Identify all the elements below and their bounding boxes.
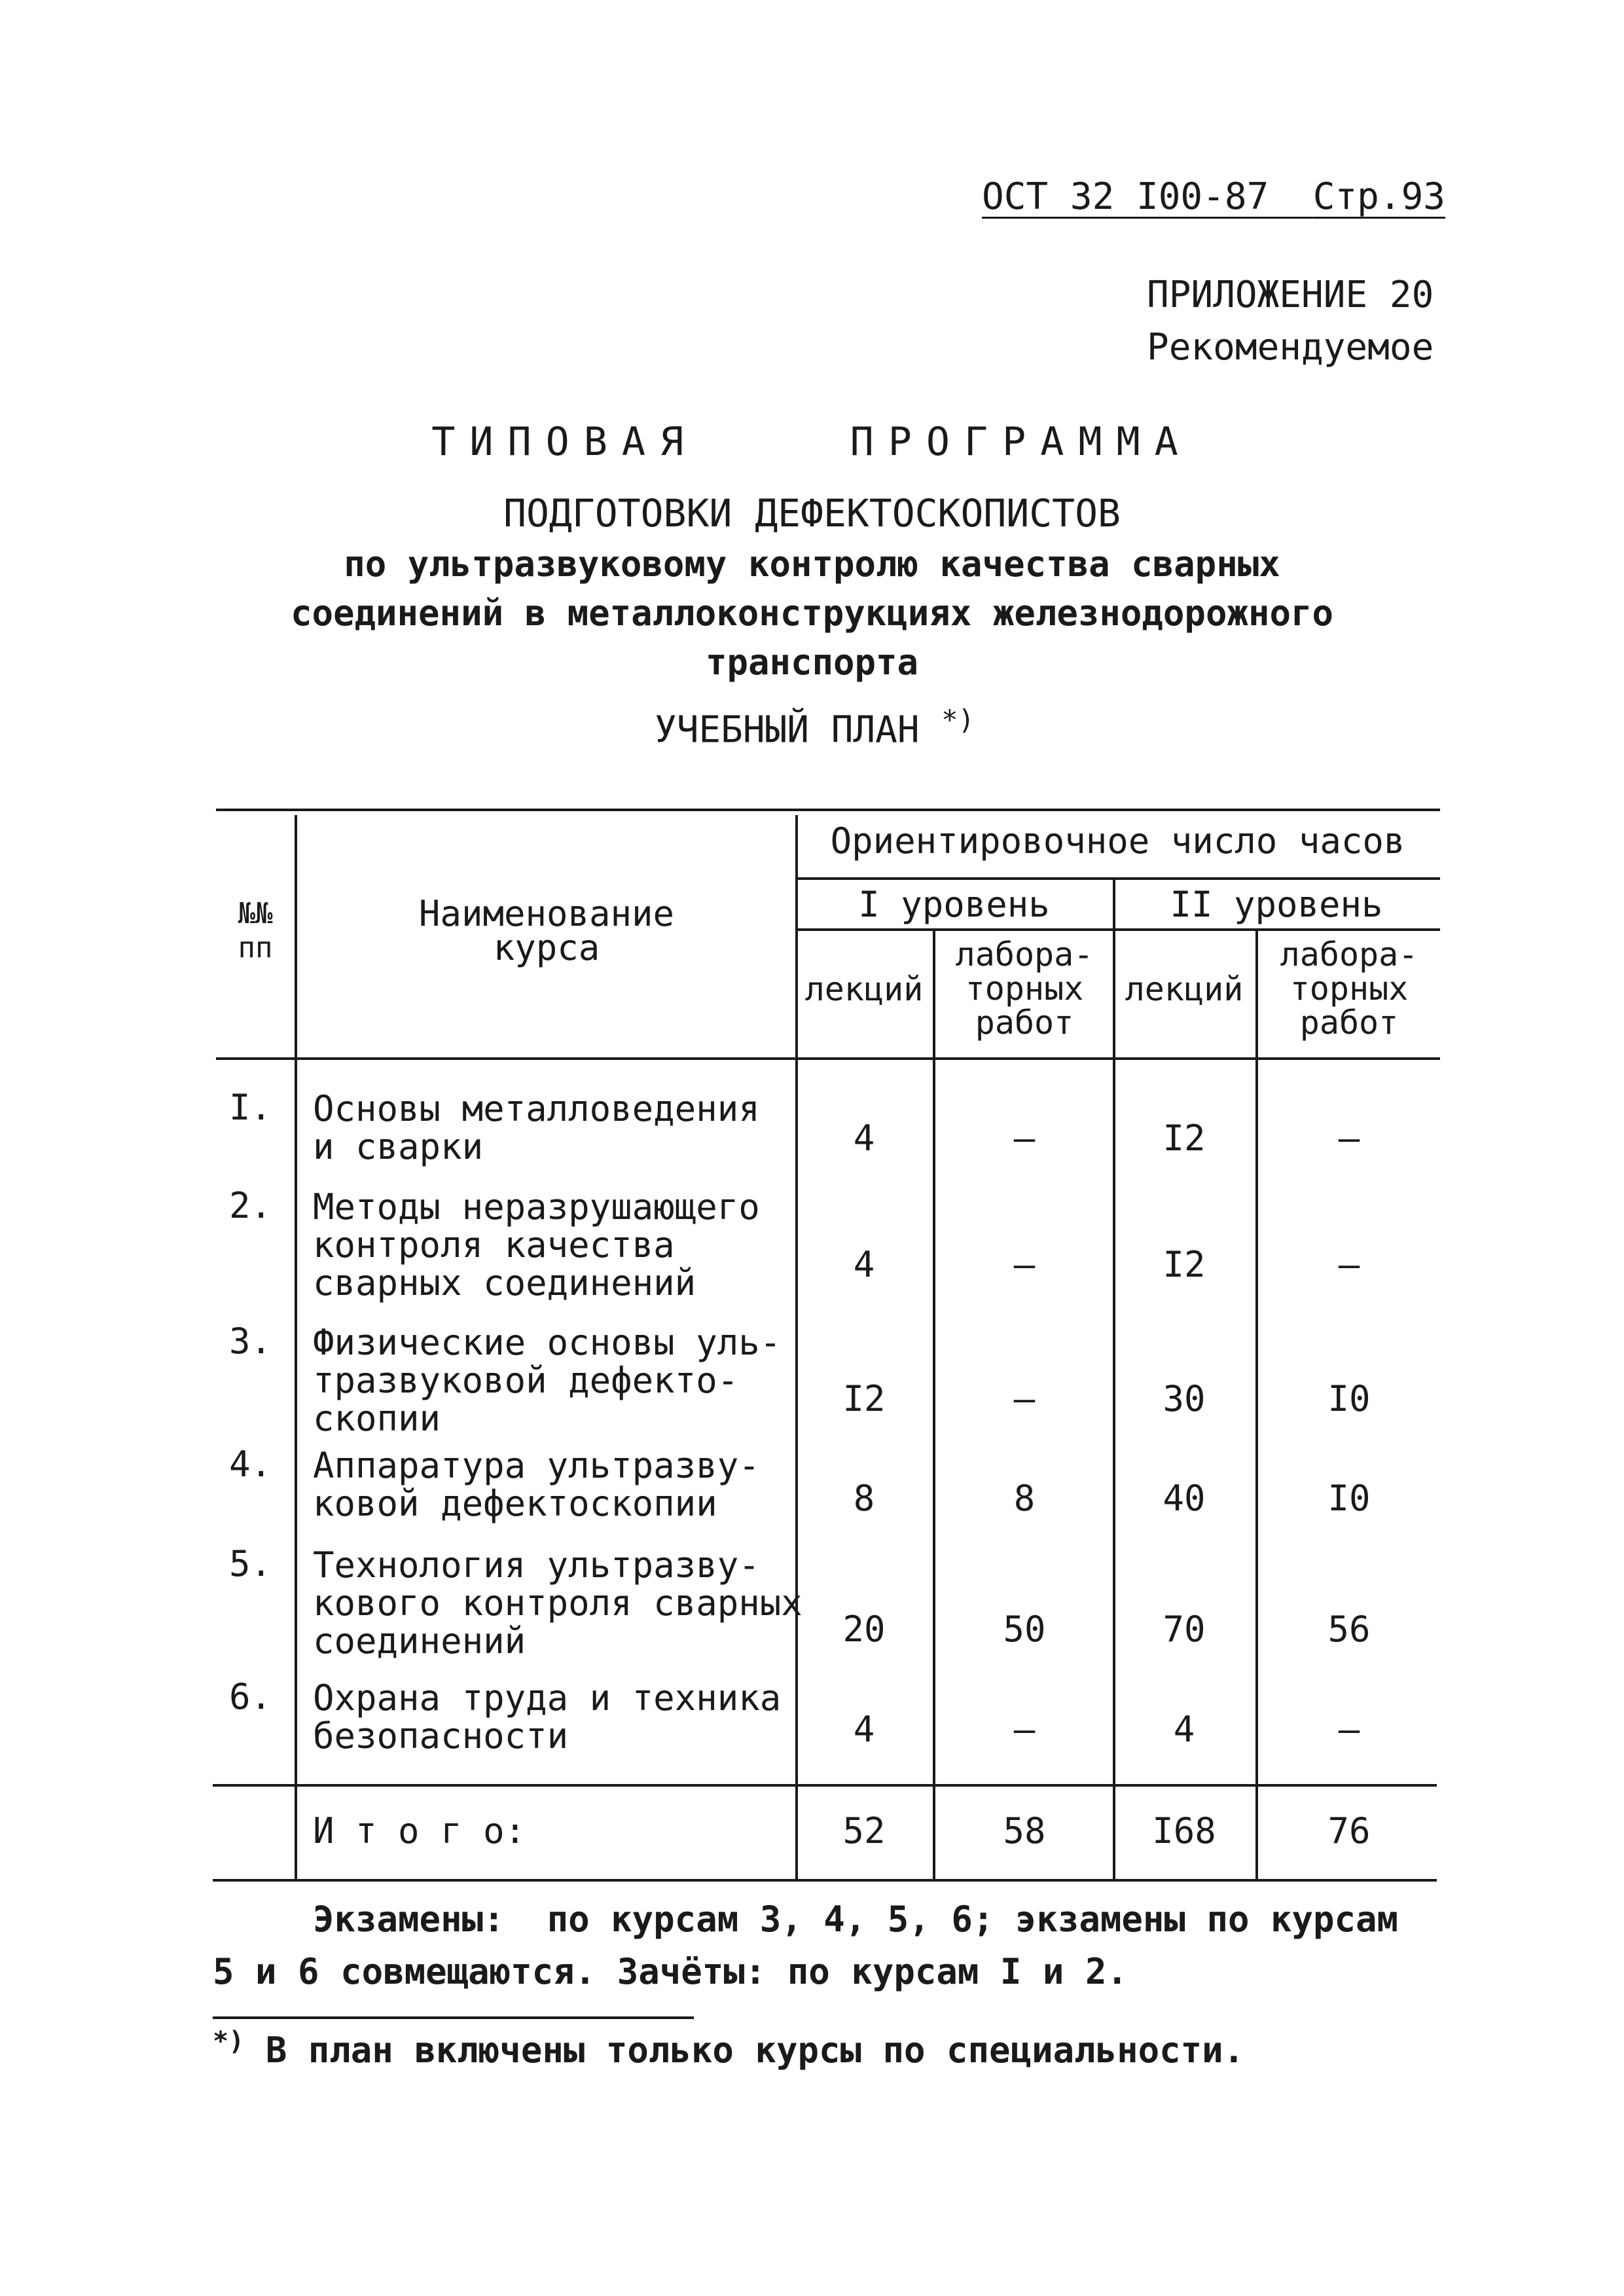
exams-note-line2: 5 и 6 совмещаются. Зачёты: по курсам I и 2. [213,1951,1128,1992]
row-3-l1-labs: – [1013,1378,1036,1419]
title-subtitle: ПОДГОТОВКИ ДЕФЕКТОСКОПИСТОВ [503,491,1121,536]
col-group-header: Ориентировочное число часов [830,820,1405,862]
doc-ref: ОСТ 32 I00-87 [982,175,1269,218]
sub-header-l2-lectures: лекций [1125,970,1244,1008]
level-1-header: I уровень [858,884,1050,925]
row-1-l1-labs: – [1013,1118,1036,1159]
row-4-num: 4. [229,1444,272,1485]
row-6-num: 6. [229,1676,272,1717]
exams-note-line1: Экзамены: по курсам 3, 4, 5, 6; экзамены по курсам [313,1899,1399,1940]
total-label: И т о г о: [313,1810,526,1851]
row-1-l1-lectures: 4 [853,1118,875,1159]
appendix-label: ПРИЛОЖЕНИЕ 20 [1147,274,1434,316]
row-1-num: I. [229,1087,272,1128]
appendix-status: Рекомендуемое [1147,326,1434,369]
group-header-rule [795,877,1440,880]
row-4-l1-labs: 8 [1013,1478,1036,1519]
row-6-l1-labs: – [1013,1709,1036,1750]
row-3-num: 3. [229,1321,272,1362]
table-top-rule-right [753,809,1440,811]
row-3-l2-labs: I0 [1327,1378,1371,1419]
total-l2-labs: 76 [1327,1810,1371,1851]
row-5-course: Технология ультразву- кового контроля сварных соединений [313,1544,803,1662]
table-bottom-rule [213,1879,1437,1882]
row-4-l2-labs: I0 [1327,1478,1371,1519]
row-2-course: Методы неразрушающего контроля качества сварных соединений [313,1186,760,1303]
level-header-rule [795,928,1440,931]
total-l1-labs: 58 [1003,1810,1046,1851]
row-3-l1-lectures: I2 [842,1378,886,1419]
row-1-course: Основы металловедения и сварки [313,1088,760,1167]
col-divider-l1 [933,930,935,1879]
row-2-l1-labs: – [1013,1244,1036,1285]
doc-reference [982,175,1445,218]
row-6-l1-lectures: 4 [853,1709,875,1750]
row-4-l1-lectures: 8 [853,1478,875,1519]
total-l2-lectures: I68 [1152,1810,1216,1851]
row-3-l2-lectures: 30 [1163,1378,1206,1419]
total-l1-lectures: 52 [842,1810,886,1851]
table-top-rule-left [216,809,789,811]
row-5-l2-labs: 56 [1327,1609,1371,1650]
row-5-num: 5. [229,1543,272,1584]
plan-title-text: УЧЕБНЫЙ ПЛАН [655,708,920,752]
row-6-l2-lectures: 4 [1173,1709,1195,1750]
footnote-mark: *) [213,2026,245,2056]
row-2-l2-lectures: I2 [1163,1244,1206,1285]
row-3-course: Физические основы уль- тразвуковой дефекто- скопии [313,1322,782,1439]
row-5-l2-lectures: 70 [1163,1609,1206,1650]
sub-header-l1-lectures: лекций [804,970,924,1008]
title-line5: транспорта [705,642,919,683]
sub-header-l2-labs: лабора- торных работ [1280,936,1418,1042]
col-divider-num [295,815,297,1879]
plan-title-footnote-mark: *) [941,704,975,736]
row-1-l2-labs: – [1338,1118,1360,1159]
row-2-l1-lectures: 4 [853,1244,875,1285]
row-6-course: Охрана труда и техника безопасности [313,1677,782,1757]
row-1-l2-lectures: I2 [1163,1118,1206,1159]
row-6-l2-labs: – [1338,1709,1360,1750]
row-2-l2-labs: – [1338,1244,1360,1285]
row-4-l2-lectures: 40 [1163,1478,1206,1519]
row-5-l1-lectures: 20 [842,1609,886,1650]
total-top-rule [213,1784,1437,1787]
col-header-name: Наименование курса [418,893,675,968]
page-ref: Стр.93 [1312,175,1446,218]
footnote-text: В план включены только курсы по специальности. [265,2030,1245,2071]
plan-title [655,704,975,752]
title-line4: соединений в металлоконструкциях железнодорожного [290,592,1334,634]
sub-header-l1-labs: лабора- торных работ [955,936,1094,1042]
level-2-header: II уровень [1170,884,1383,925]
row-4-course: Аппаратура ультразву- ковой дефектоскопии [313,1445,760,1524]
title-main: ТИПОВАЯ ПРОГРАММА [431,419,1193,465]
col-header-num: №№ пп [238,897,273,964]
footnote [213,2026,1244,2071]
row-5-l1-labs: 50 [1003,1609,1046,1650]
footnote-rule [213,2016,694,2019]
title-line3: по ультразвуковому контролю качества сварных [344,543,1280,585]
row-2-num: 2. [229,1185,272,1226]
